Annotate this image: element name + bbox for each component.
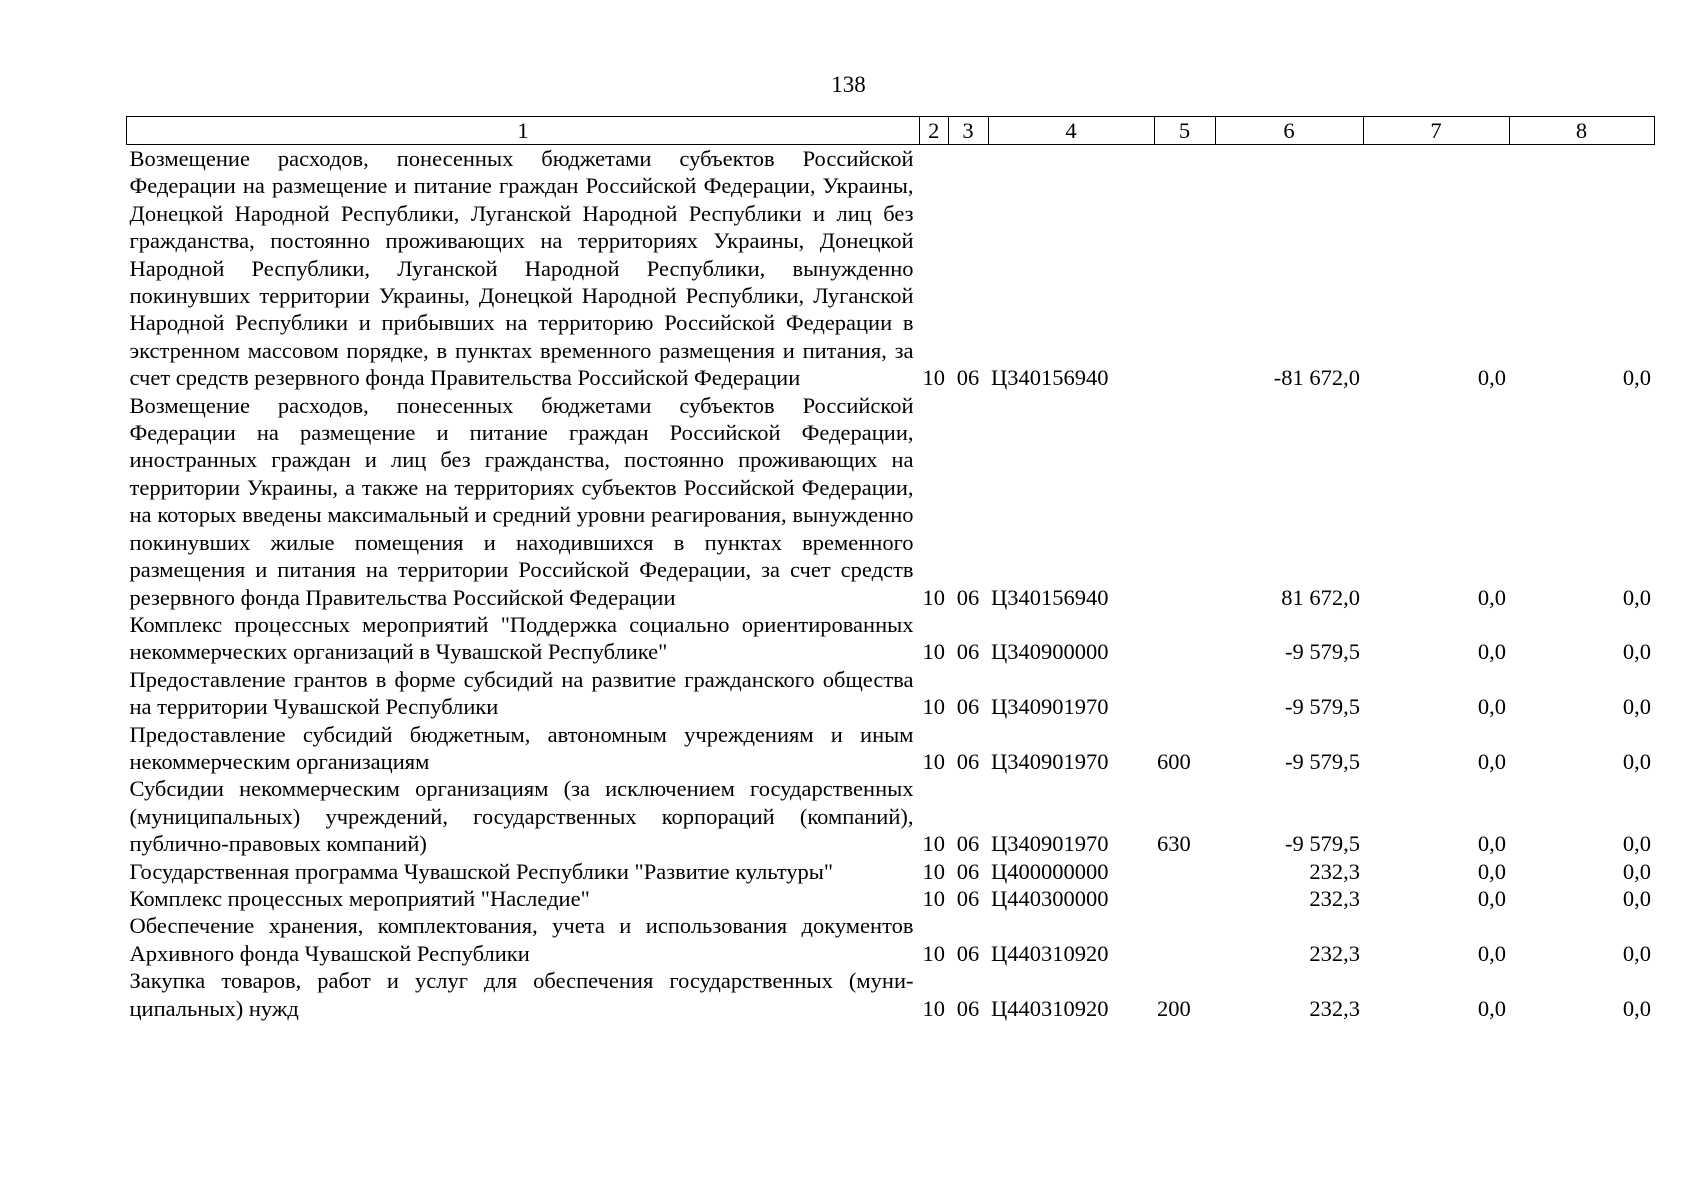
expense-type-code [1154,858,1215,885]
item-name: Возмещение расходов, понесенных бюджетами субъектов Российской Федерации на размещение и питание граждан Российской Федерации, Украины, Донецкой Народной Республики, Луганской Народной Республики и лиц без гражданства, постоянно проживающих на территориях Украины, Донецкой Народной Республики, Луганской Народной Республики, вынужденно покинувших территории Украины, Донецкой Народной Республики, Луганской Народной Республики и прибывших на территорию Российской Федерации в экстренном массовом порядке, в пунктах временного размещения и питания, за счет средств резервного фонда Правительства Российской Федерации [129,146,914,391]
expense-type-code [1154,666,1215,721]
amount-col8: 0,0 [1622,858,1651,884]
item-name: Субсидии некоммерческим организациям (за исключением государственных (муниципальных) учреждений, государственных корпораций (компаний), публично-правовых компаний) [129,776,914,857]
section-code: 10 [922,748,945,774]
item-name: Государственная программа Чувашской Республики "Развитие культуры" [129,858,834,884]
section-code: 10 [922,584,945,610]
expense-type-code: 630 [1157,831,1191,857]
target-article-code: Ц400000000 [991,858,1109,884]
amount-col8: 0,0 [1622,365,1651,391]
section-code: 10 [922,694,945,720]
expense-type-code: 600 [1157,748,1191,774]
column-header-8: 8 [1509,117,1654,145]
subsection-code: 06 [956,584,980,610]
section-code: 10 [922,365,945,391]
amount-col7: 0,0 [1477,365,1506,391]
subsection-code: 06 [956,639,980,665]
expense-type-code [1154,885,1215,912]
amount-col6: -9 579,5 [1285,831,1360,857]
column-header-3: 3 [948,117,988,145]
table-row [127,666,1655,721]
target-article-code: Ц440310920 [991,995,1109,1021]
column-header-7: 7 [1363,117,1509,145]
table-row [127,858,1655,885]
amount-col6: -81 672,0 [1273,365,1360,391]
amount-col7: 0,0 [1477,885,1506,911]
subsection-code: 06 [956,885,980,911]
expense-type-code [1154,392,1215,611]
amount-col6: -9 579,5 [1285,694,1360,720]
section-code: 10 [922,995,945,1021]
item-name: Возмещение расходов, понесенных бюджетами субъектов Российской Федерации на размещение и питание граждан Российской Федерации, иностранных граждан и лиц без гражданства, постоянно проживающих на территории Украины, а также на территориях субъектов Российской Федерации, на которых введены максимальный и средний уровни реагирования, вынужденно покинувших жилые помещения и находившихся в пунктах временного размещения и питания на территории Российской Федерации, за счет средств резервного фонда Правительства Российской Федерации [129,392,914,610]
amount-col8: 0,0 [1622,639,1651,665]
expense-type-code [1154,912,1215,967]
subsection-code: 06 [956,858,980,884]
amount-col7: 0,0 [1477,858,1506,884]
target-article-code: Ц340901970 [991,748,1109,774]
amount-col8: 0,0 [1622,831,1651,857]
table-row [127,721,1655,776]
amount-col8: 0,0 [1622,748,1651,774]
expense-type-code: 200 [1157,995,1191,1021]
amount-col7: 0,0 [1477,639,1506,665]
amount-col7: 0,0 [1477,748,1506,774]
table-row [127,775,1655,857]
section-code: 10 [922,831,945,857]
amount-col6: -9 579,5 [1285,748,1360,774]
column-header-6: 6 [1215,117,1363,145]
amount-col7: 0,0 [1477,995,1506,1021]
amount-col7: 0,0 [1477,831,1506,857]
target-article-code: Ц340901970 [991,694,1109,720]
table-row [127,912,1655,967]
item-name: Предоставление субсидий бюджетным, автономным учреждениям и иным некоммерческим организациям [129,721,914,774]
target-article-code: Ц440310920 [991,940,1109,966]
section-code: 10 [922,639,945,665]
table-row [127,611,1655,666]
item-name: Предоставление грантов в форме субсидий на развитие гражданского общества на территории Чувашской Республики [129,666,914,720]
target-article-code: Ц340901970 [991,831,1109,857]
budget-table [126,116,1655,1022]
item-name: Обеспечение хранения, комплектования, учета и использования документов Архивного фонда Чувашской Республики [129,913,914,966]
column-header-5: 5 [1154,117,1215,145]
amount-col6: 232,3 [1309,995,1360,1021]
amount-col6: 232,3 [1309,940,1360,966]
amount-col8: 0,0 [1622,694,1651,720]
amount-col6: 81 672,0 [1281,584,1360,610]
amount-col7: 0,0 [1477,584,1506,610]
table-header [127,117,1655,145]
subsection-code: 06 [956,365,980,391]
amount-col8: 0,0 [1622,995,1651,1021]
item-name: Закупка товаров, работ и услуг для обеспечения государственных (муниципальных) нужд [129,968,914,1021]
subsection-code: 06 [956,940,980,966]
column-header-1: 1 [127,117,920,145]
table-row [127,967,1655,1022]
amount-col8: 0,0 [1622,940,1651,966]
item-name: Комплекс процессных мероприятий "Поддержка социально ориентированных некоммерческих организаций в Чувашской Республике" [129,611,914,665]
page-number: 138 [831,72,866,97]
header-row [127,117,1655,145]
column-header-2: 2 [920,117,949,145]
table-row [127,885,1655,912]
table-row [127,392,1655,611]
section-code: 10 [922,858,945,884]
subsection-code: 06 [956,694,980,720]
table-row [127,145,1655,392]
target-article-code: Ц340156940 [991,365,1109,391]
amount-col6: 232,3 [1309,858,1360,884]
table-body [127,145,1655,1023]
amount-col7: 0,0 [1477,694,1506,720]
amount-col8: 0,0 [1622,885,1651,911]
target-article-code: Ц340900000 [991,639,1109,665]
column-header-4: 4 [988,117,1154,145]
section-code: 10 [922,940,945,966]
section-code: 10 [922,885,945,911]
target-article-code: Ц440300000 [991,885,1109,911]
amount-col6: -9 579,5 [1285,639,1360,665]
subsection-code: 06 [956,748,980,774]
amount-col7: 0,0 [1477,940,1506,966]
amount-col8: 0,0 [1622,584,1651,610]
item-name: Комплекс процессных мероприятий "Наследие" [129,885,590,911]
subsection-code: 06 [956,995,980,1021]
amount-col6: 232,3 [1309,885,1360,911]
target-article-code: Ц340156940 [991,584,1109,610]
expense-type-code [1154,611,1215,666]
expense-type-code [1154,145,1215,392]
subsection-code: 06 [956,831,980,857]
